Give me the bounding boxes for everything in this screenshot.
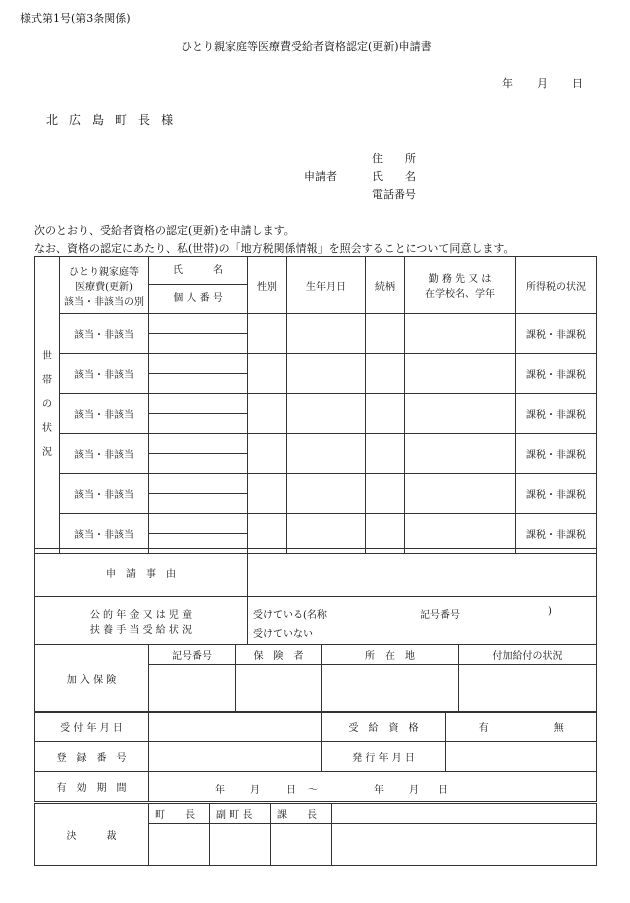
household-table: [34, 256, 597, 554]
stamp-chief[interactable]: [271, 824, 332, 866]
qualification-label: 受 給 資 格: [322, 712, 446, 742]
reason-label: 申 請 事 由: [35, 549, 248, 597]
relation-cell[interactable]: [366, 434, 405, 474]
received-date-label: 受 付 年 月 日: [35, 712, 149, 742]
tax-header: 所得税の状況: [516, 257, 597, 314]
insurance-benefit-field[interactable]: [459, 665, 597, 713]
tax-cell[interactable]: 課税・非課税: [516, 434, 597, 474]
applicant-label: 申請者: [304, 170, 337, 183]
eligibility-cell[interactable]: 該当・非該当: [60, 394, 149, 434]
tax-cell[interactable]: 課税・非課税: [516, 514, 597, 554]
eligibility-cell[interactable]: 該当・非該当: [60, 314, 149, 354]
eligibility-cell[interactable]: 該当・非該当: [60, 434, 149, 474]
pension-label: 公 的 年 金 又 は 児 童 扶 養 手 当 受 給 状 況: [35, 597, 248, 645]
tax-cell[interactable]: 課税・非課税: [516, 314, 597, 354]
applicant-address-label: 住 所: [372, 152, 416, 165]
insurance-header-benefit: 付加給付の状況: [459, 645, 597, 665]
name-number-cell[interactable]: [149, 474, 248, 514]
date-year: 年: [502, 77, 513, 90]
reason-field[interactable]: [248, 549, 597, 597]
eligibility-cell[interactable]: 該当・非該当: [60, 474, 149, 514]
work-header: 勤 務 先 又 は 在学校名、学年: [405, 257, 516, 314]
relation-header: 続柄: [366, 257, 405, 314]
approver-deputy: 副 町 長: [210, 804, 271, 824]
insurance-header-location: 所 在 地: [322, 645, 459, 665]
registration-field[interactable]: [149, 742, 322, 772]
household-side-label: 世 帯 の 状 況: [35, 257, 60, 554]
eligibility-header: ひとり親家庭等 医療費(更新) 該当・非該当の別: [60, 257, 149, 314]
approver-mayor: 町 長: [149, 804, 210, 824]
insurance-insurer-field[interactable]: [236, 665, 322, 713]
insurance-header-insurer: 保 険 者: [236, 645, 322, 665]
birthdate-cell[interactable]: [287, 314, 366, 354]
relation-cell[interactable]: [366, 394, 405, 434]
table-row: [35, 394, 597, 434]
approver-chief: 課 長: [271, 804, 332, 824]
date-month: 月: [537, 77, 548, 90]
work-cell[interactable]: [405, 474, 516, 514]
work-cell[interactable]: [405, 434, 516, 474]
name-number-cell[interactable]: [149, 394, 248, 434]
stamp-extra[interactable]: [332, 824, 597, 866]
insurance-label: 加 入 保 険: [35, 645, 149, 713]
table-row: [35, 314, 597, 354]
sex-cell[interactable]: [248, 314, 287, 354]
sex-cell[interactable]: [248, 354, 287, 394]
eligibility-cell[interactable]: 該当・非該当: [60, 514, 149, 554]
birthdate-cell[interactable]: [287, 434, 366, 474]
addressee: 北 広 島 町 長 様: [46, 113, 177, 127]
name-number-cell[interactable]: [149, 314, 248, 354]
statement-consent: なお、資格の認定にあたり、私(世帯)の「地方税関係情報」を照会することについて同意します。: [34, 242, 515, 255]
insurance-location-field[interactable]: [322, 665, 459, 713]
work-cell[interactable]: [405, 394, 516, 434]
tax-cell[interactable]: 課税・非課税: [516, 394, 597, 434]
registration-label: 登 録 番 号: [35, 742, 149, 772]
form-title: ひとり親家庭等医療費受給者資格認定(更新)申請書: [181, 40, 432, 53]
eligibility-cell[interactable]: 該当・非該当: [60, 354, 149, 394]
insurance-symbol-field[interactable]: [149, 665, 236, 713]
applicant-phone-label: 電話番号: [372, 188, 416, 201]
date-day: 日: [572, 77, 583, 90]
applicant-name-label: 氏 名: [372, 170, 416, 183]
sex-cell[interactable]: [248, 394, 287, 434]
work-cell[interactable]: [405, 354, 516, 394]
birthdate-cell[interactable]: [287, 394, 366, 434]
birthdate-header: 生年月日: [287, 257, 366, 314]
pension-field[interactable]: [248, 597, 597, 645]
pension-symbol-label: 記号番号: [420, 610, 460, 621]
approver-blank: [332, 804, 597, 824]
stamp-deputy[interactable]: [210, 824, 271, 866]
decision-label: 決 裁: [35, 804, 149, 866]
form-number: 様式第1号(第3条関係): [20, 12, 131, 25]
sex-cell[interactable]: [248, 474, 287, 514]
qualification-yes[interactable]: 有: [446, 712, 522, 742]
name-number-header: 氏 名 個 人 番 号: [149, 257, 248, 314]
table-row: [35, 434, 597, 474]
tax-cell[interactable]: 課税・非課税: [516, 474, 597, 514]
insurance-header-symbol: 記号番号: [149, 645, 236, 665]
relation-cell[interactable]: [366, 354, 405, 394]
stamp-mayor[interactable]: [149, 824, 210, 866]
birthdate-cell[interactable]: [287, 474, 366, 514]
name-number-cell[interactable]: [149, 434, 248, 474]
received-date-field[interactable]: [149, 712, 322, 742]
issue-date-field[interactable]: [446, 742, 597, 772]
reason-pension-table: [34, 548, 597, 645]
relation-cell[interactable]: [366, 314, 405, 354]
office-table: [34, 711, 597, 802]
work-cell[interactable]: [405, 314, 516, 354]
pension-close-paren: ): [548, 606, 552, 617]
pension-receiving[interactable]: 受けている(名称: [253, 610, 327, 621]
birthdate-cell[interactable]: [287, 354, 366, 394]
decision-table: [34, 803, 597, 866]
issue-date-label: 発 行 年 月 日: [322, 742, 446, 772]
qualification-no[interactable]: 無: [522, 712, 597, 742]
table-row: [35, 474, 597, 514]
tax-cell[interactable]: 課税・非課税: [516, 354, 597, 394]
table-row: [35, 354, 597, 394]
relation-cell[interactable]: [366, 474, 405, 514]
sex-cell[interactable]: [248, 434, 287, 474]
pension-not-receiving[interactable]: 受けていない: [253, 629, 313, 640]
statement-apply: 次のとおり、受給者資格の認定(更新)を申請します。: [34, 224, 295, 237]
name-number-cell[interactable]: [149, 354, 248, 394]
sex-header: 性別: [248, 257, 287, 314]
valid-period-field[interactable]: 年 月 日 ～ 年 月 日: [149, 772, 597, 802]
insurance-table: [34, 644, 597, 713]
valid-period-label: 有 効 期 間: [35, 772, 149, 802]
